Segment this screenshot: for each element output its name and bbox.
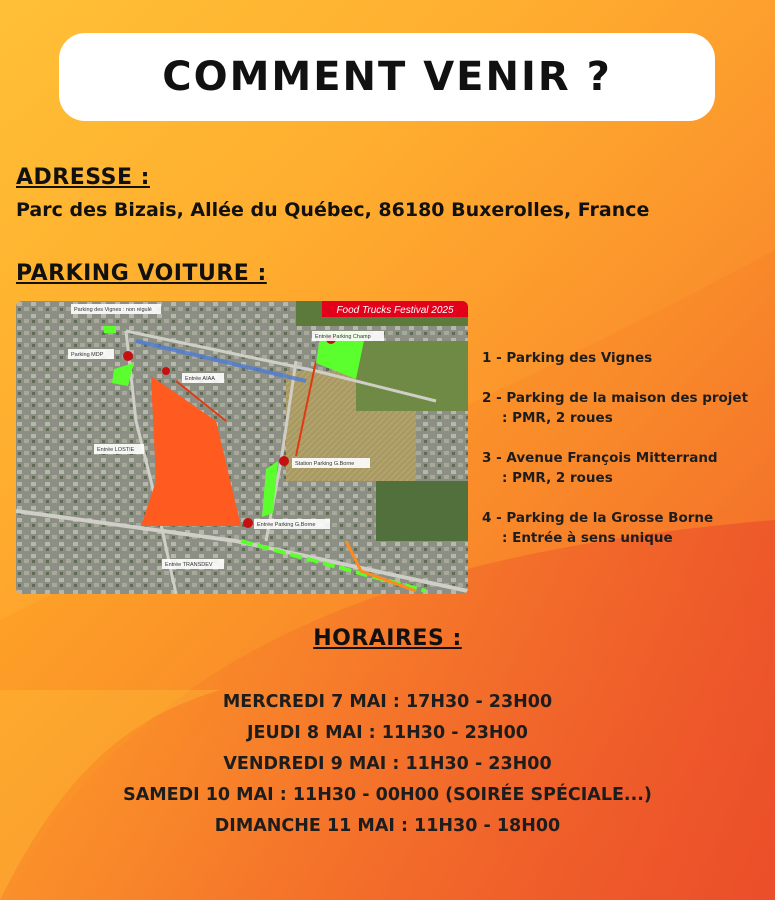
map-banner: Food Trucks Festival 2025: [336, 305, 454, 316]
parking-item-detail: : PMR, 2 roues: [502, 470, 613, 486]
parking-item-detail: : PMR, 2 roues: [502, 410, 613, 426]
map-label-mdp: Parking MDP: [71, 352, 104, 358]
parking-map: [16, 301, 468, 594]
map-label-station: Station Parking G.Borne: [295, 461, 355, 467]
title-banner: [59, 33, 715, 121]
parking-item-detail: : Entrée à sens unique: [502, 530, 673, 546]
map-label-champ: Entrée Parking Champ: [315, 334, 371, 340]
schedule-row: JEUDI 8 MAI : 11H30 - 23H00: [247, 723, 528, 743]
map-label-transdev: Entrée TRANSDEV: [165, 562, 213, 568]
map-green-area: [356, 341, 468, 411]
address-text: Parc des Bizais, Allée du Québec, 86180 Buxerolles, France: [16, 199, 650, 221]
parking-item-label: 1 - Parking des Vignes: [482, 350, 653, 366]
parking-item: [482, 388, 767, 428]
map-trees: [376, 481, 468, 541]
map-label-vignes: Parking des Vignes : non régulé: [74, 307, 152, 313]
schedule-row: VENDREDI 9 MAI : 11H30 - 23H00: [223, 754, 552, 774]
map-parking-vignes: [104, 326, 116, 333]
parking-item-label: 2 - Parking de la maison des projet: [482, 390, 749, 406]
schedule-row: SAMEDI 10 MAI : 11H30 - 00H00 (SOIRÉE SPÉCIALE...): [123, 785, 652, 805]
horaires-heading: HORAIRES :: [313, 626, 462, 651]
parking-list: [482, 348, 767, 568]
parking-item-label: 3 - Avenue François Mitterrand: [482, 450, 718, 466]
map-label-aiaa: Entrée AIAA: [185, 376, 215, 382]
schedule-row: MERCREDI 7 MAI : 17H30 - 23H00: [222, 692, 553, 712]
page-title: COMMENT VENIR ?: [162, 54, 612, 100]
parking-item-label: 4 - Parking de la Grosse Borne: [482, 510, 714, 526]
parking-item: [482, 448, 767, 488]
map-label-lostie: Entrée LOSTIE: [97, 447, 135, 453]
address-heading: ADRESSE :: [16, 165, 150, 190]
map-label-gborne: Entrée Parking G.Borne: [257, 522, 316, 528]
parking-heading: PARKING VOITURE :: [16, 261, 267, 286]
parking-item: [482, 508, 767, 548]
schedule-list: [0, 691, 775, 846]
parking-item: [482, 348, 767, 368]
schedule-row: DIMANCHE 11 MAI : 11H30 - 18H00: [214, 816, 561, 836]
